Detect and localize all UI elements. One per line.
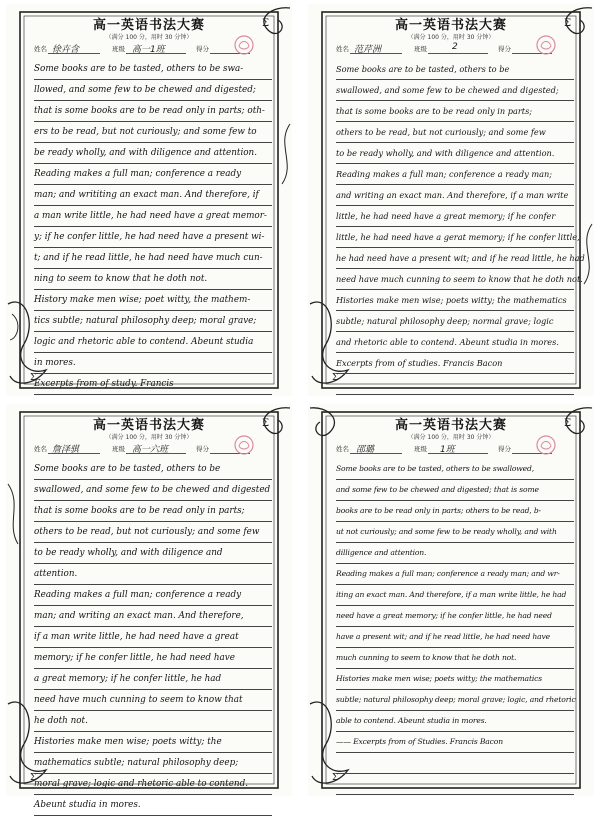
name-value: 徐卉含: [52, 45, 80, 55]
text-line: memory; if he confer little, he had need have: [34, 648, 272, 669]
text-line: Reading makes a full man; conference a ready: [34, 585, 272, 606]
student-info: [34, 42, 264, 56]
text-line: Reading makes a full man; conference a ready man; and wr-: [336, 564, 574, 585]
text-line: if a man write little, he had need have a great: [34, 627, 272, 648]
worksheet-3: [6, 404, 292, 810]
text-line: and some few to be chewed and digested; that is some: [336, 480, 574, 501]
text-line: that is some books are to be read only in parts;: [336, 101, 574, 122]
handwriting-area: [336, 59, 585, 395]
class-label: 班级: [414, 445, 427, 453]
text-line: iting an exact man. And therefore, if a man write little, he had: [336, 585, 574, 606]
name-value: 邵璐: [356, 445, 375, 455]
text-line: need have much cunning to seem to know that he doth not.: [336, 269, 574, 290]
class-label: 班级: [112, 445, 125, 453]
worksheet-2: [308, 4, 594, 396]
text-line: that is some books are to be read only in parts;: [34, 501, 272, 522]
class-label: 班级: [112, 45, 125, 53]
worksheet-4: [308, 404, 594, 796]
text-line: others to be read, but not curiously; and some few: [34, 522, 272, 543]
text-line: to be ready wholly, and with diligence and: [34, 543, 272, 564]
name-label: 姓名: [336, 445, 349, 453]
handwriting-area: [336, 459, 574, 795]
text-line: Reading makes a full man; conference a ready: [34, 164, 272, 185]
score-label: 得分: [196, 445, 209, 453]
text-line: need have much cunning to seem to know that: [34, 690, 272, 711]
text-line: logic and rhetoric able to contend. Abeunt studia: [34, 332, 272, 353]
text-line: Reading makes a full man; conference a ready man;: [336, 164, 574, 185]
text-line: Abeunt studia in mores.: [34, 795, 272, 816]
text-line: Histories make men wise; poets witty; the: [34, 732, 272, 753]
text-line: a man write little, he had need have a great memor-: [34, 206, 272, 227]
text-line: [336, 753, 574, 774]
text-line: [336, 374, 574, 395]
text-line: little, he had need have a gerat memory; if he confer little,: [336, 227, 574, 248]
contest-title: 高一英语书法大赛: [92, 418, 205, 433]
text-line: ut not curiously; and some few to be ready wholly, and with: [336, 522, 574, 543]
text-line: books are to be read only in parts; others to be read, b-: [336, 501, 574, 522]
contest-subtitle: （满分 100 分，用时 30 分钟）: [407, 434, 495, 441]
svg-text:Σ: Σ: [332, 773, 339, 783]
svg-text:Σ: Σ: [30, 773, 37, 783]
text-line: —— Excerpts from of Studies. Francis Bacon: [336, 732, 574, 753]
text-line: a great memory; if he confer little, he had: [34, 669, 272, 690]
contest-title: 高一英语书法大赛: [92, 18, 205, 33]
name-label: 姓名: [34, 445, 47, 453]
contest-title: 高一英语书法大赛: [394, 18, 507, 33]
class-value: 1班: [440, 445, 455, 455]
seal-stamp: [232, 34, 256, 56]
text-line: in mores.: [34, 353, 272, 374]
text-line: moral grave; logic and rhetoric able to contend.: [34, 774, 272, 795]
text-line: able to contend. Abeunt studia in mores.: [336, 711, 574, 732]
text-line: he had need have a present wit; and if he read little, he had: [336, 248, 574, 269]
text-line: mathematics subtle; natural philosophy deep;: [34, 753, 272, 774]
text-line: have a present wit; and if he read little, he had need have: [336, 627, 574, 648]
handwriting-area: [34, 59, 272, 395]
text-line: dilligence and attention.: [336, 543, 574, 564]
name-value: 范芹洲: [354, 45, 382, 55]
class-value: 高一1班: [132, 45, 165, 55]
text-line: swallowed, and some few to be chewed and digested: [34, 480, 272, 501]
name-label: 姓名: [34, 45, 47, 53]
text-line: and writing an exact man. And therefore, if a man write: [336, 185, 574, 206]
text-line: y; if he confer little, he had need have a present wi-: [34, 227, 272, 248]
text-line: he doth not.: [34, 711, 272, 732]
text-line: little, he had need have a great memory; if he confer: [336, 206, 574, 227]
text-line: man; and writing an exact man. And therefore,: [34, 606, 272, 627]
svg-text:Σ: Σ: [332, 373, 339, 383]
text-line: swallowed, and some few to be chewed and digested;: [336, 80, 574, 101]
text-line: subtle; natural philosophy deep; moral grave; logic, and rhetoric: [336, 690, 574, 711]
contest-subtitle: （满分 100 分，用时 30 分钟）: [407, 34, 495, 41]
text-line: Excerpts from of study. Francis: [34, 374, 272, 395]
text-line: [336, 774, 574, 795]
svg-text:Σ: Σ: [262, 418, 270, 429]
text-line: t; and if he read little, he had need have much cun-: [34, 248, 272, 269]
student-info: [336, 42, 566, 56]
text-line: others to be read, but not curiously; and some few: [336, 122, 574, 143]
student-info: [34, 442, 264, 456]
text-line: ers to be read, but not curiously; and some few to: [34, 122, 272, 143]
text-line: Excerpts from of studies. Francis Bacon: [336, 353, 574, 374]
text-line: attention.: [34, 564, 272, 585]
text-line: Histories make men wise; poets witty; the mathematics: [336, 669, 574, 690]
text-line: man; and writiting an exact man. And therefore, if: [34, 185, 272, 206]
svg-text:Σ: Σ: [564, 18, 572, 29]
text-line: subtle; natural philosophy deep; normal grave; logic: [336, 311, 574, 332]
text-line: Some books are to be tasted, others to be: [34, 459, 272, 480]
text-line: llowed, and some few to be chewed and digested;: [34, 80, 272, 101]
text-line: tics subtle; natural philosophy deep; moral grave;: [34, 311, 272, 332]
text-line: Some books are to be tasted, others to be swa-: [34, 59, 272, 80]
contest-subtitle: （满分 100 分，用时 30 分钟）: [105, 434, 193, 441]
score-label: 得分: [498, 45, 511, 53]
text-line: Some books are to be tasted, others to be swallowed,: [336, 459, 574, 480]
class-label: 班级: [414, 45, 427, 53]
name-label: 姓名: [336, 45, 349, 53]
seal-stamp: [534, 34, 558, 56]
svg-text:Σ: Σ: [262, 18, 270, 29]
text-line: History make men wise; poet witty, the mathem-: [34, 290, 272, 311]
score-label: 得分: [196, 45, 209, 53]
worksheet-1: [6, 4, 292, 396]
text-line: much cunning to seem to know that he doth not.: [336, 648, 574, 669]
class-value: 2: [452, 42, 458, 52]
text-line: that is some books are to be read only in parts; oth-: [34, 101, 272, 122]
student-info: [336, 442, 566, 456]
contest-title: 高一英语书法大赛: [394, 418, 507, 433]
score-label: 得分: [498, 445, 511, 453]
text-line: be ready wholly, and with diligence and attention.: [34, 143, 272, 164]
text-line: ning to seem to know that he doth not.: [34, 269, 272, 290]
handwriting-area: [34, 459, 272, 816]
seal-stamp: [534, 434, 558, 456]
text-line: Histories make men wise; poets witty; the mathematics: [336, 290, 574, 311]
text-line: Some books are to be tasted, others to be: [336, 59, 574, 80]
name-value: 詹泽骐: [52, 445, 80, 455]
contest-subtitle: （满分 100 分，用时 30 分钟）: [105, 34, 193, 41]
svg-text:Σ: Σ: [564, 418, 572, 429]
text-line: to be ready wholly, and with diligence and attention.: [336, 143, 574, 164]
seal-stamp: [232, 434, 256, 456]
class-value: 高一六班: [132, 445, 169, 455]
text-line: need have a great memory; if he confer little, he had need: [336, 606, 574, 627]
text-line: and rhetoric able to contend. Abeunt studia in mores.: [336, 332, 574, 353]
svg-text:Σ: Σ: [30, 373, 37, 383]
